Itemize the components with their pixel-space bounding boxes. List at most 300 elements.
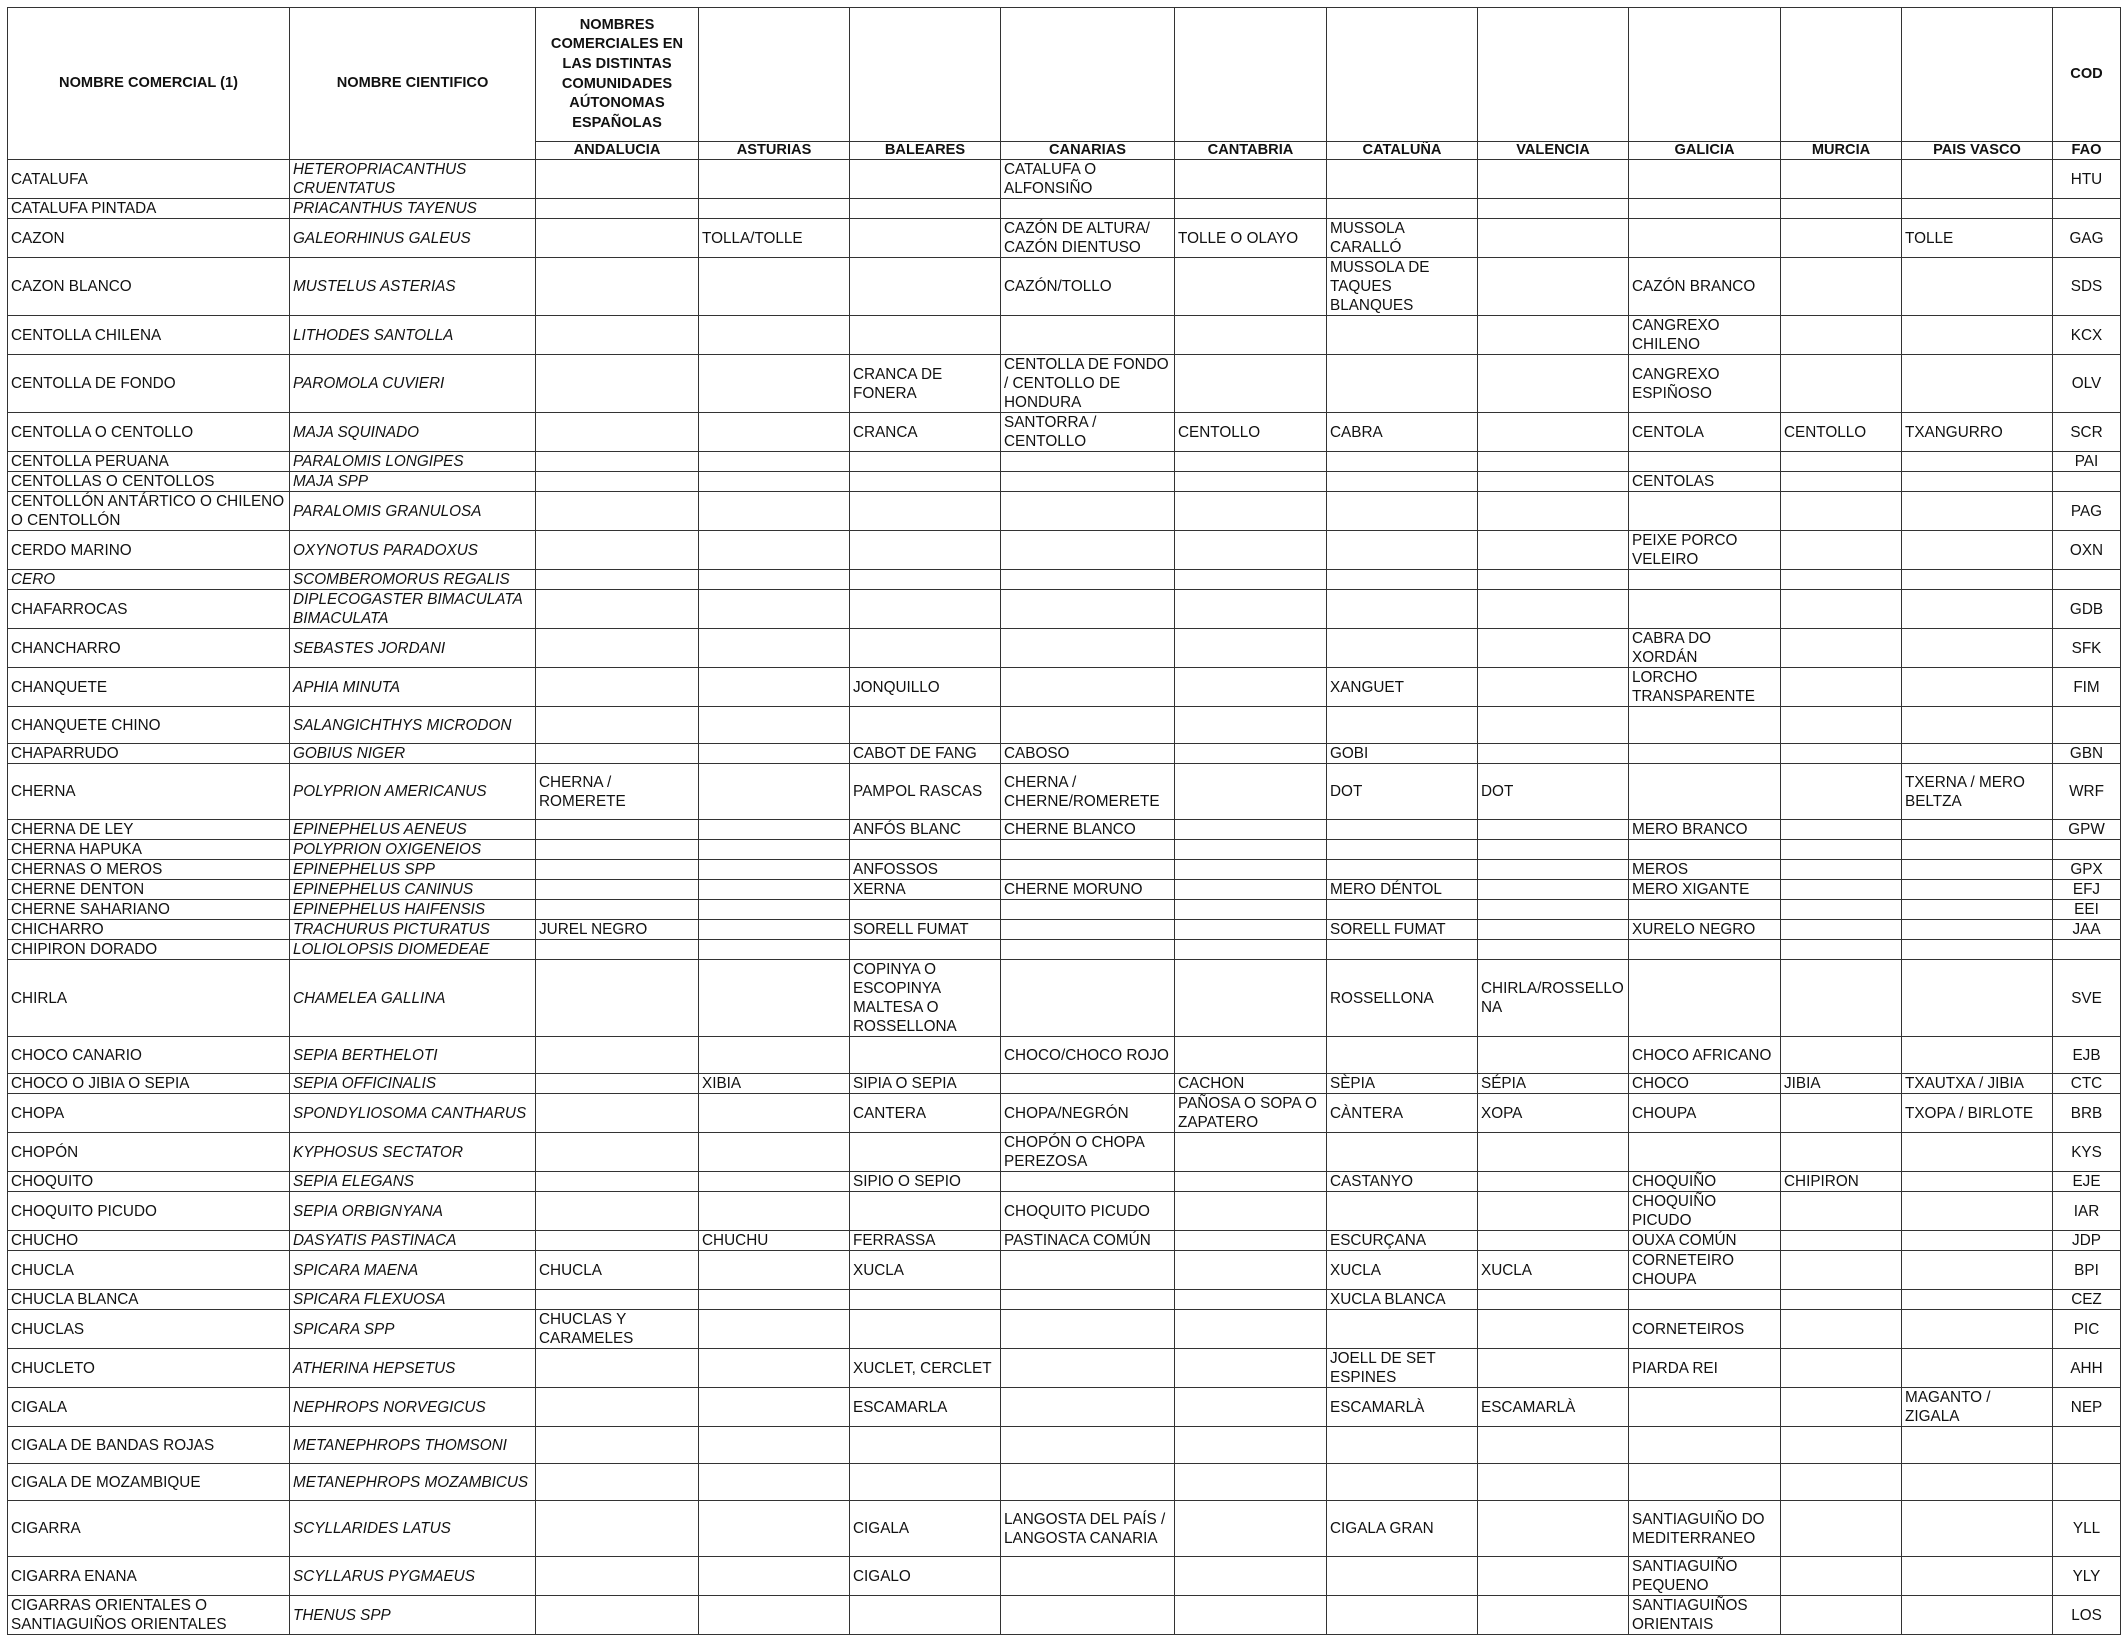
cell-region-4 bbox=[1175, 452, 1327, 472]
header-nombre-comercial: NOMBRE COMERCIAL (1) bbox=[8, 8, 290, 160]
header-region-6: VALENCIA bbox=[1478, 142, 1629, 160]
cell-region-7: OUXA COMÚN bbox=[1629, 1231, 1781, 1251]
cell-region-1 bbox=[699, 764, 850, 820]
table-row bbox=[8, 1310, 2121, 1349]
cell-region-6 bbox=[1478, 590, 1629, 629]
cell-region-3 bbox=[1001, 199, 1175, 219]
cell-region-9 bbox=[1902, 960, 2053, 1037]
cell-nombre-comercial: CATALUFA PINTADA bbox=[8, 199, 290, 219]
cell-region-5: CABRA bbox=[1327, 413, 1478, 452]
cell-region-0 bbox=[536, 1596, 699, 1635]
cell-region-1 bbox=[699, 820, 850, 840]
cell-nombre-cientifico: NEPHROPS NORVEGICUS bbox=[290, 1388, 536, 1427]
cell-region-3 bbox=[1001, 668, 1175, 707]
cell-region-0 bbox=[536, 160, 699, 199]
cell-nombre-comercial: CHUCLA bbox=[8, 1251, 290, 1290]
cell-region-3 bbox=[1001, 1290, 1175, 1310]
cell-region-3 bbox=[1001, 840, 1175, 860]
cell-region-7 bbox=[1629, 492, 1781, 531]
cell-region-8 bbox=[1781, 492, 1902, 531]
cell-region-9: TXERNA / MERO BELTZA bbox=[1902, 764, 2053, 820]
header-fao: FAO bbox=[2053, 142, 2121, 160]
cell-region-2: SIPIO O SEPIO bbox=[850, 1172, 1001, 1192]
cell-region-6 bbox=[1478, 1310, 1629, 1349]
cell-region-6 bbox=[1478, 199, 1629, 219]
cell-region-4 bbox=[1175, 764, 1327, 820]
cell-region-9 bbox=[1902, 199, 2053, 219]
table-row bbox=[8, 1349, 2121, 1388]
cell-region-0 bbox=[536, 1349, 699, 1388]
cell-region-3 bbox=[1001, 860, 1175, 880]
cell-nombre-cientifico: SCOMBEROMORUS REGALIS bbox=[290, 570, 536, 590]
cell-region-5 bbox=[1327, 629, 1478, 668]
cell-nombre-cientifico: THENUS SPP bbox=[290, 1596, 536, 1635]
table-row bbox=[8, 629, 2121, 668]
table-row bbox=[8, 940, 2121, 960]
cell-region-8 bbox=[1781, 940, 1902, 960]
cell-nombre-cientifico: SEPIA BERTHELOTI bbox=[290, 1037, 536, 1074]
cell-region-3: LANGOSTA DEL PAÍS / LANGOSTA CANARIA bbox=[1001, 1501, 1175, 1557]
cell-nombre-comercial: CHUCLAS bbox=[8, 1310, 290, 1349]
table-row bbox=[8, 1172, 2121, 1192]
cell-region-2: COPINYA O ESCOPINYA MALTESA O ROSSELLONA bbox=[850, 960, 1001, 1037]
cell-region-0 bbox=[536, 219, 699, 258]
cell-region-0: CHUCLAS Y CARAMELES bbox=[536, 1310, 699, 1349]
header-region-1: ASTURIAS bbox=[699, 142, 850, 160]
cell-region-0 bbox=[536, 840, 699, 860]
cell-region-7 bbox=[1629, 1464, 1781, 1501]
cell-region-7 bbox=[1629, 160, 1781, 199]
cell-region-2 bbox=[850, 1596, 1001, 1635]
cell-nombre-comercial: CHIRLA bbox=[8, 960, 290, 1037]
cell-region-5: DOT bbox=[1327, 764, 1478, 820]
cell-nombre-comercial: CENTOLLA DE FONDO bbox=[8, 355, 290, 413]
cell-region-6 bbox=[1478, 531, 1629, 570]
cell-fao-code: JAA bbox=[2053, 920, 2121, 940]
cell-nombre-comercial: CHERNA bbox=[8, 764, 290, 820]
header-nombre-cientifico: NOMBRE CIENTIFICO bbox=[290, 8, 536, 160]
cell-region-3 bbox=[1001, 472, 1175, 492]
header-blank bbox=[1629, 8, 1781, 142]
cell-region-0 bbox=[536, 1231, 699, 1251]
document-page bbox=[7, 7, 2121, 1635]
cell-region-9: TOLLE bbox=[1902, 219, 2053, 258]
cell-nombre-cientifico: SEPIA ELEGANS bbox=[290, 1172, 536, 1192]
cell-region-0 bbox=[536, 413, 699, 452]
cell-region-4 bbox=[1175, 531, 1327, 570]
cell-region-8 bbox=[1781, 920, 1902, 940]
cell-region-3: CHOCO/CHOCO ROJO bbox=[1001, 1037, 1175, 1074]
cell-region-0 bbox=[536, 258, 699, 316]
cell-region-8 bbox=[1781, 1557, 1902, 1596]
cell-region-8 bbox=[1781, 820, 1902, 840]
cell-region-1 bbox=[699, 452, 850, 472]
cell-region-4 bbox=[1175, 1133, 1327, 1172]
cell-region-8 bbox=[1781, 1349, 1902, 1388]
cell-region-9 bbox=[1902, 668, 2053, 707]
cell-region-8 bbox=[1781, 531, 1902, 570]
cell-fao-code: LOS bbox=[2053, 1596, 2121, 1635]
cell-region-7: MEROS bbox=[1629, 860, 1781, 880]
cell-region-4 bbox=[1175, 820, 1327, 840]
cell-region-8: CHIPIRON bbox=[1781, 1172, 1902, 1192]
cell-region-1: XIBIA bbox=[699, 1074, 850, 1094]
table-row bbox=[8, 1427, 2121, 1464]
table-row bbox=[8, 668, 2121, 707]
cell-region-3: CABOSO bbox=[1001, 744, 1175, 764]
cell-region-9 bbox=[1902, 1290, 2053, 1310]
cell-fao-code: EJB bbox=[2053, 1037, 2121, 1074]
cell-nombre-cientifico: PARALOMIS GRANULOSA bbox=[290, 492, 536, 531]
cell-nombre-cientifico: SPICARA SPP bbox=[290, 1310, 536, 1349]
cell-nombre-cientifico: SPICARA FLEXUOSA bbox=[290, 1290, 536, 1310]
cell-region-9 bbox=[1902, 900, 2053, 920]
cell-nombre-comercial: CIGARRA ENANA bbox=[8, 1557, 290, 1596]
cell-region-2: ANFÓS BLANC bbox=[850, 820, 1001, 840]
cell-nombre-cientifico: SCYLLARUS PYGMAEUS bbox=[290, 1557, 536, 1596]
cell-region-5 bbox=[1327, 707, 1478, 744]
cell-region-8 bbox=[1781, 744, 1902, 764]
cell-region-3 bbox=[1001, 590, 1175, 629]
cell-region-3: CHOPÓN O CHOPA PEREZOSA bbox=[1001, 1133, 1175, 1172]
cell-region-8 bbox=[1781, 1094, 1902, 1133]
cell-region-9 bbox=[1902, 1037, 2053, 1074]
cell-region-4 bbox=[1175, 316, 1327, 355]
cell-region-3 bbox=[1001, 1388, 1175, 1427]
cell-region-4 bbox=[1175, 960, 1327, 1037]
cell-region-5 bbox=[1327, 1133, 1478, 1172]
cell-region-1 bbox=[699, 744, 850, 764]
cell-region-5 bbox=[1327, 940, 1478, 960]
cell-nombre-comercial: CIGALA bbox=[8, 1388, 290, 1427]
cell-region-3 bbox=[1001, 940, 1175, 960]
cell-region-1 bbox=[699, 840, 850, 860]
cell-region-6 bbox=[1478, 1464, 1629, 1501]
cell-region-7 bbox=[1629, 940, 1781, 960]
cell-region-8: CENTOLLO bbox=[1781, 413, 1902, 452]
table-row bbox=[8, 1251, 2121, 1290]
header-nombres-ccaa: NOMBRES COMERCIALES EN LAS DISTINTAS COMUNIDADES AÚTONOMAS ESPAÑOLAS bbox=[536, 8, 699, 142]
cell-region-2 bbox=[850, 900, 1001, 920]
cell-nombre-cientifico: SPONDYLIOSOMA CANTHARUS bbox=[290, 1094, 536, 1133]
cell-region-7 bbox=[1629, 1133, 1781, 1172]
cell-region-1 bbox=[699, 1172, 850, 1192]
cell-fao-code: GPX bbox=[2053, 860, 2121, 880]
cell-region-2 bbox=[850, 940, 1001, 960]
cell-nombre-cientifico: MAJA SQUINADO bbox=[290, 413, 536, 452]
cell-nombre-cientifico: POLYPRION AMERICANUS bbox=[290, 764, 536, 820]
cell-nombre-cientifico: SEPIA ORBIGNYANA bbox=[290, 1192, 536, 1231]
cell-fao-code: AHH bbox=[2053, 1349, 2121, 1388]
cell-region-6 bbox=[1478, 880, 1629, 900]
cell-region-0 bbox=[536, 590, 699, 629]
cell-region-1 bbox=[699, 160, 850, 199]
cell-region-6 bbox=[1478, 1596, 1629, 1635]
cell-nombre-cientifico: ATHERINA HEPSETUS bbox=[290, 1349, 536, 1388]
cell-region-9 bbox=[1902, 744, 2053, 764]
cell-region-8 bbox=[1781, 590, 1902, 629]
cell-region-8 bbox=[1781, 840, 1902, 860]
cell-region-0 bbox=[536, 316, 699, 355]
cell-nombre-cientifico: PARALOMIS LONGIPES bbox=[290, 452, 536, 472]
cell-region-4 bbox=[1175, 1464, 1327, 1501]
cell-nombre-cientifico: SEBASTES JORDANI bbox=[290, 629, 536, 668]
cell-region-1 bbox=[699, 860, 850, 880]
cell-region-2: CABOT DE FANG bbox=[850, 744, 1001, 764]
cell-nombre-comercial: CHERNAS O MEROS bbox=[8, 860, 290, 880]
cell-region-6 bbox=[1478, 1037, 1629, 1074]
cell-region-8 bbox=[1781, 668, 1902, 707]
cell-region-3 bbox=[1001, 452, 1175, 472]
cell-region-0 bbox=[536, 668, 699, 707]
table-row bbox=[8, 1464, 2121, 1501]
cell-nombre-comercial: CENTOLLA O CENTOLLO bbox=[8, 413, 290, 452]
cell-fao-code bbox=[2053, 472, 2121, 492]
cell-region-5: JOELL DE SET ESPINES bbox=[1327, 1349, 1478, 1388]
cell-region-4 bbox=[1175, 1251, 1327, 1290]
cell-fao-code: FIM bbox=[2053, 668, 2121, 707]
cell-region-7 bbox=[1629, 764, 1781, 820]
table-row bbox=[8, 1231, 2121, 1251]
cell-region-2: CIGALO bbox=[850, 1557, 1001, 1596]
cell-region-1 bbox=[699, 940, 850, 960]
cell-region-0 bbox=[536, 960, 699, 1037]
cell-region-9 bbox=[1902, 707, 2053, 744]
cell-region-1 bbox=[699, 1310, 850, 1349]
cell-region-1 bbox=[699, 1094, 850, 1133]
cell-region-3 bbox=[1001, 316, 1175, 355]
cell-region-6: XOPA bbox=[1478, 1094, 1629, 1133]
cell-region-6 bbox=[1478, 840, 1629, 860]
cell-nombre-comercial: CHANQUETE CHINO bbox=[8, 707, 290, 744]
cell-region-1: CHUCHU bbox=[699, 1231, 850, 1251]
cell-region-6 bbox=[1478, 570, 1629, 590]
cell-region-2 bbox=[850, 590, 1001, 629]
cell-region-8 bbox=[1781, 1310, 1902, 1349]
header-cod: COD bbox=[2053, 8, 2121, 142]
cell-region-8 bbox=[1781, 900, 1902, 920]
cell-region-6: ESCAMARLÀ bbox=[1478, 1388, 1629, 1427]
cell-region-2: CIGALA bbox=[850, 1501, 1001, 1557]
cell-region-4 bbox=[1175, 707, 1327, 744]
cell-region-5 bbox=[1327, 1037, 1478, 1074]
cell-region-7: XURELO NEGRO bbox=[1629, 920, 1781, 940]
cell-fao-code: YLL bbox=[2053, 1501, 2121, 1557]
cell-region-2: CANTERA bbox=[850, 1094, 1001, 1133]
cell-region-3: CHERNE MORUNO bbox=[1001, 880, 1175, 900]
cell-region-5 bbox=[1327, 492, 1478, 531]
cell-fao-code: SVE bbox=[2053, 960, 2121, 1037]
cell-region-1 bbox=[699, 1349, 850, 1388]
cell-region-1 bbox=[699, 492, 850, 531]
cell-region-1 bbox=[699, 1501, 850, 1557]
cell-region-9: MAGANTO / ZIGALA bbox=[1902, 1388, 2053, 1427]
table-row bbox=[8, 707, 2121, 744]
cell-region-9 bbox=[1902, 1231, 2053, 1251]
table-row bbox=[8, 590, 2121, 629]
cell-region-7: SANTIAGUIÑO PEQUENO bbox=[1629, 1557, 1781, 1596]
cell-region-5 bbox=[1327, 900, 1478, 920]
cell-region-6 bbox=[1478, 1427, 1629, 1464]
cell-region-2 bbox=[850, 1290, 1001, 1310]
cell-region-1 bbox=[699, 1557, 850, 1596]
table-row bbox=[8, 960, 2121, 1037]
cell-nombre-cientifico: EPINEPHELUS SPP bbox=[290, 860, 536, 880]
cell-nombre-comercial: CIGARRAS ORIENTALES O SANTIAGUIÑOS ORIENTALES bbox=[8, 1596, 290, 1635]
cell-region-4 bbox=[1175, 920, 1327, 940]
cell-nombre-comercial: CERO bbox=[8, 570, 290, 590]
table-row bbox=[8, 160, 2121, 199]
cell-region-2 bbox=[850, 160, 1001, 199]
cell-region-2 bbox=[850, 840, 1001, 860]
cell-region-1 bbox=[699, 960, 850, 1037]
cell-nombre-comercial: CHAFARROCAS bbox=[8, 590, 290, 629]
cell-region-0 bbox=[536, 1133, 699, 1172]
cell-region-9 bbox=[1902, 1192, 2053, 1231]
cell-region-1 bbox=[699, 531, 850, 570]
cell-region-5 bbox=[1327, 1192, 1478, 1231]
cell-region-6 bbox=[1478, 1501, 1629, 1557]
cell-region-4 bbox=[1175, 1192, 1327, 1231]
cell-region-1 bbox=[699, 413, 850, 452]
cell-region-7: CHOQUIÑO PICUDO bbox=[1629, 1192, 1781, 1231]
cell-region-0 bbox=[536, 1074, 699, 1094]
cell-region-5 bbox=[1327, 820, 1478, 840]
cell-region-4 bbox=[1175, 1557, 1327, 1596]
cell-region-2: ESCAMARLA bbox=[850, 1388, 1001, 1427]
cell-region-1 bbox=[699, 1290, 850, 1310]
cell-region-9 bbox=[1902, 531, 2053, 570]
cell-region-9 bbox=[1902, 1172, 2053, 1192]
cell-region-5: XUCLA BLANCA bbox=[1327, 1290, 1478, 1310]
cell-nombre-comercial: CENTOLLA PERUANA bbox=[8, 452, 290, 472]
cell-region-2 bbox=[850, 258, 1001, 316]
cell-nombre-comercial: CHOCO O JIBIA O SEPIA bbox=[8, 1074, 290, 1094]
cell-fao-code: OXN bbox=[2053, 531, 2121, 570]
cell-nombre-comercial: CENTOLLAS O CENTOLLOS bbox=[8, 472, 290, 492]
cell-region-0 bbox=[536, 1501, 699, 1557]
cell-fao-code: PAG bbox=[2053, 492, 2121, 531]
cell-region-5: XANGUET bbox=[1327, 668, 1478, 707]
cell-region-0 bbox=[536, 1427, 699, 1464]
cell-region-3: PASTINACA COMÚN bbox=[1001, 1231, 1175, 1251]
table-row bbox=[8, 1133, 2121, 1172]
table-row bbox=[8, 1074, 2121, 1094]
cell-nombre-comercial: CHOQUITO PICUDO bbox=[8, 1192, 290, 1231]
cell-region-4 bbox=[1175, 1501, 1327, 1557]
cell-nombre-comercial: CIGALA DE BANDAS ROJAS bbox=[8, 1427, 290, 1464]
cell-region-9 bbox=[1902, 258, 2053, 316]
cell-region-5 bbox=[1327, 1596, 1478, 1635]
cell-nombre-cientifico: KYPHOSUS SECTATOR bbox=[290, 1133, 536, 1172]
cell-region-7: CHOCO AFRICANO bbox=[1629, 1037, 1781, 1074]
cell-fao-code bbox=[2053, 570, 2121, 590]
cell-region-4 bbox=[1175, 258, 1327, 316]
cell-region-4 bbox=[1175, 199, 1327, 219]
cell-nombre-cientifico: SCYLLARIDES LATUS bbox=[290, 1501, 536, 1557]
cell-region-0 bbox=[536, 940, 699, 960]
cell-region-0 bbox=[536, 880, 699, 900]
cell-region-2: FERRASSA bbox=[850, 1231, 1001, 1251]
cell-region-5 bbox=[1327, 531, 1478, 570]
cell-region-7: CANGREXO CHILENO bbox=[1629, 316, 1781, 355]
cell-nombre-comercial: CHICHARRO bbox=[8, 920, 290, 940]
cell-region-1: TOLLA/TOLLE bbox=[699, 219, 850, 258]
cell-region-2: CRANCA DE FONERA bbox=[850, 355, 1001, 413]
cell-region-8 bbox=[1781, 629, 1902, 668]
cell-nombre-cientifico: PRIACANTHUS TAYENUS bbox=[290, 199, 536, 219]
cell-region-9 bbox=[1902, 1310, 2053, 1349]
cell-region-1 bbox=[699, 1037, 850, 1074]
cell-region-4 bbox=[1175, 160, 1327, 199]
cell-fao-code: EJE bbox=[2053, 1172, 2121, 1192]
table-row bbox=[8, 1290, 2121, 1310]
cell-region-2: SORELL FUMAT bbox=[850, 920, 1001, 940]
cell-region-5 bbox=[1327, 199, 1478, 219]
cell-region-1 bbox=[699, 707, 850, 744]
cell-nombre-cientifico: LOLIOLOPSIS DIOMEDEAE bbox=[290, 940, 536, 960]
cell-region-6 bbox=[1478, 258, 1629, 316]
cell-region-3 bbox=[1001, 1172, 1175, 1192]
cell-region-8 bbox=[1781, 860, 1902, 880]
cell-region-9 bbox=[1902, 1557, 2053, 1596]
cell-region-2 bbox=[850, 492, 1001, 531]
cell-region-9 bbox=[1902, 860, 2053, 880]
cell-region-3 bbox=[1001, 1310, 1175, 1349]
cell-region-2 bbox=[850, 219, 1001, 258]
table-row bbox=[8, 355, 2121, 413]
cell-region-9 bbox=[1902, 629, 2053, 668]
cell-nombre-cientifico: EPINEPHELUS AENEUS bbox=[290, 820, 536, 840]
cell-region-4 bbox=[1175, 880, 1327, 900]
cell-region-6: CHIRLA/ROSSELLONA bbox=[1478, 960, 1629, 1037]
cell-region-9 bbox=[1902, 840, 2053, 860]
cell-nombre-cientifico: GALEORHINUS GALEUS bbox=[290, 219, 536, 258]
cell-region-2 bbox=[850, 1133, 1001, 1172]
cell-region-6 bbox=[1478, 1133, 1629, 1172]
header-region-0: ANDALUCIA bbox=[536, 142, 699, 160]
cell-region-3 bbox=[1001, 570, 1175, 590]
cell-region-7 bbox=[1629, 219, 1781, 258]
cell-region-7: CANGREXO ESPIÑOSO bbox=[1629, 355, 1781, 413]
table-row bbox=[8, 452, 2121, 472]
cell-region-7: CHOQUIÑO bbox=[1629, 1172, 1781, 1192]
species-names-table bbox=[7, 7, 2121, 1635]
cell-region-0 bbox=[536, 570, 699, 590]
cell-region-7 bbox=[1629, 199, 1781, 219]
cell-region-9 bbox=[1902, 1427, 2053, 1464]
cell-region-4: TOLLE O OLAYO bbox=[1175, 219, 1327, 258]
cell-region-3 bbox=[1001, 1074, 1175, 1094]
cell-region-8 bbox=[1781, 1037, 1902, 1074]
cell-region-7: CORNETEIROS bbox=[1629, 1310, 1781, 1349]
cell-region-2 bbox=[850, 1310, 1001, 1349]
table-row bbox=[8, 316, 2121, 355]
cell-region-3: CHERNE BLANCO bbox=[1001, 820, 1175, 840]
cell-nombre-cientifico: METANEPHROPS THOMSONI bbox=[290, 1427, 536, 1464]
cell-region-4 bbox=[1175, 1427, 1327, 1464]
header-blank bbox=[1175, 8, 1327, 142]
cell-nombre-comercial: CAZON BLANCO bbox=[8, 258, 290, 316]
cell-region-3 bbox=[1001, 900, 1175, 920]
cell-region-1 bbox=[699, 880, 850, 900]
cell-region-9 bbox=[1902, 472, 2053, 492]
cell-region-2 bbox=[850, 452, 1001, 472]
header-blank bbox=[1001, 8, 1175, 142]
cell-fao-code: EEI bbox=[2053, 900, 2121, 920]
cell-nombre-comercial: CIGALA DE MOZAMBIQUE bbox=[8, 1464, 290, 1501]
cell-nombre-comercial: CHANQUETE bbox=[8, 668, 290, 707]
